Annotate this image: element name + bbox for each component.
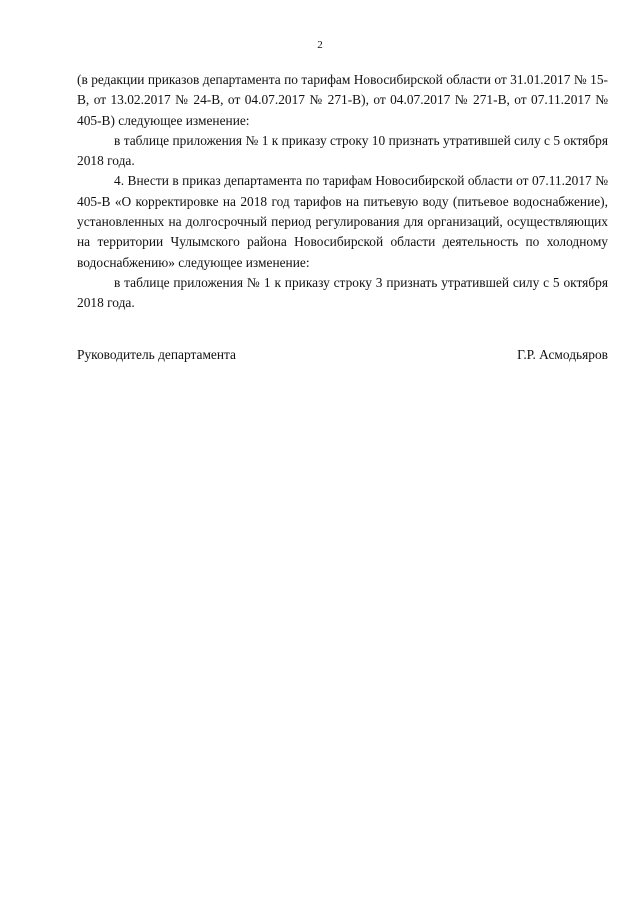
signatory-name: Г.Р. Асмодьяров [517, 347, 608, 362]
paragraph-table-row-10: в таблице приложения № 1 к приказу строку 10 признать утратившей силу с 5 октября 2018 года. [77, 132, 608, 169]
paragraph-continuation: (в редакции приказов департамента по тарифам Новосибирской области от 31.01.2017 № 15-В, от 13.02.2017 № 24-В, от 04.07.2017 № 271-В), от 04.07.2017 № 271-В, от 07.11.2017 № 405-В) следующее изменение: [77, 72, 608, 128]
paragraph-table-row-3: в таблице приложения № 1 к приказу строку 3 признать утратившей силу с 5 октября 2018 года. [77, 274, 608, 311]
signature-block [77, 345, 608, 365]
signatory-position: Руководитель департамента [77, 347, 236, 362]
page-number: 2 [317, 39, 323, 51]
paragraph-item-4: 4. Внести в приказ департамента по тарифам Новосибирской области от 07.11.2017 № 405-В «О корректировке на 2018 год тарифов на питьевую воду (питьевое водоснабжение), установленных на долгосрочный период регулирования для организаций, осуществляющих на территории Чулымского района Новосибирской области деятельность по холодному водоснабжению» следующее изменение: [77, 173, 608, 270]
document-body [77, 70, 608, 314]
